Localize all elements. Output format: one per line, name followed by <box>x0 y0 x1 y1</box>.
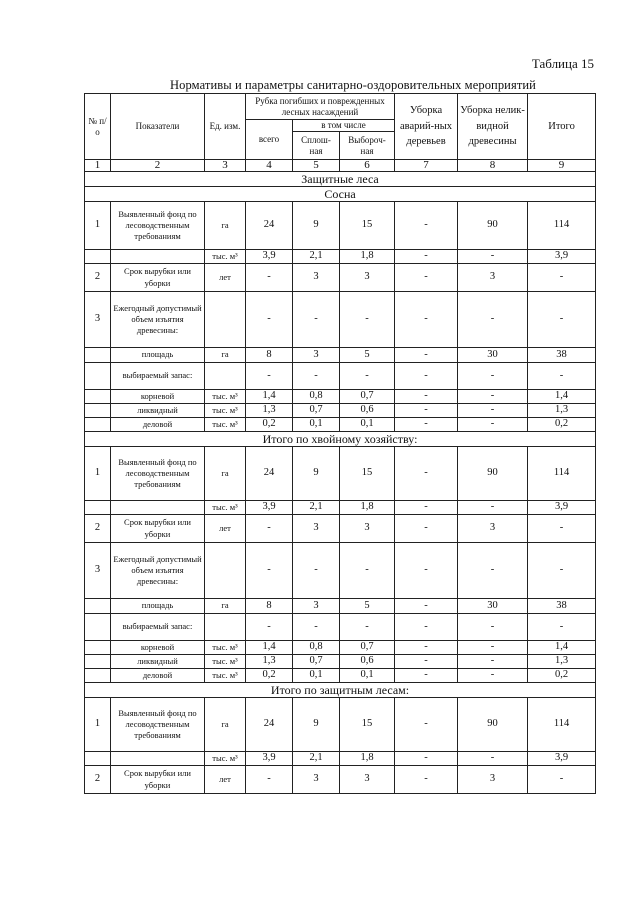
row-value: 0,7 <box>340 641 395 655</box>
row-value: - <box>458 292 528 348</box>
row-value: 0,1 <box>293 418 340 432</box>
row-value: - <box>528 264 596 292</box>
table-row <box>85 264 596 292</box>
row-value: - <box>528 766 596 794</box>
row-value: - <box>293 363 340 390</box>
row-indicator: Ежегодный допустимый объем изъятия древесины: <box>111 292 205 348</box>
row-value: 114 <box>528 202 596 250</box>
row-value: 38 <box>528 348 596 363</box>
row-unit: тыс. м³ <box>205 752 246 766</box>
row-value: 0,1 <box>293 669 340 683</box>
header-emergency: Уборка аварий-ных деревьев <box>395 94 458 160</box>
row-value: - <box>246 363 293 390</box>
row-value: - <box>246 264 293 292</box>
header-including: в том числе <box>293 120 395 132</box>
row-indicator: выбираемый запас: <box>111 363 205 390</box>
row-number: 1 <box>85 202 111 250</box>
row-number <box>85 655 111 669</box>
header-illiquid: Уборка нелик-видной древесины <box>458 94 528 160</box>
row-value: 1,4 <box>246 641 293 655</box>
row-value: - <box>458 363 528 390</box>
row-value: - <box>293 292 340 348</box>
table-row <box>85 404 596 418</box>
row-value: - <box>395 599 458 614</box>
row-value: 9 <box>293 447 340 501</box>
row-value: 0,2 <box>528 418 596 432</box>
row-value: - <box>458 501 528 515</box>
row-value: - <box>340 614 395 641</box>
table-title: Нормативы и параметры санитарно-оздоровительных мероприятий <box>170 78 536 92</box>
row-value: 0,7 <box>340 390 395 404</box>
row-value: - <box>395 614 458 641</box>
row-value: 15 <box>340 202 395 250</box>
table-row <box>85 390 596 404</box>
row-number <box>85 669 111 683</box>
row-value: 15 <box>340 698 395 752</box>
table-row <box>85 698 596 752</box>
row-indicator: корневой <box>111 390 205 404</box>
table-row <box>85 202 596 250</box>
table-row <box>85 348 596 363</box>
row-value: 2,1 <box>293 501 340 515</box>
section-title: Итого по защитным лесам: <box>85 683 596 698</box>
table-row <box>85 501 596 515</box>
colnum: 9 <box>528 160 596 172</box>
row-value: 3,9 <box>246 752 293 766</box>
row-value: 114 <box>528 447 596 501</box>
row-value: - <box>395 390 458 404</box>
row-value: - <box>340 543 395 599</box>
header-felling-group: Рубка погибших и поврежденных лесных насаждений <box>246 94 395 120</box>
row-value: - <box>395 363 458 390</box>
row-value: 9 <box>293 698 340 752</box>
colnum: 6 <box>340 160 395 172</box>
row-value: - <box>293 543 340 599</box>
row-indicator <box>111 752 205 766</box>
header-clear: Сплош-ная <box>293 132 340 160</box>
row-unit <box>205 543 246 599</box>
row-number <box>85 599 111 614</box>
row-value: - <box>246 515 293 543</box>
row-value: - <box>246 766 293 794</box>
row-number <box>85 614 111 641</box>
table-number: Таблица 15 <box>531 56 594 71</box>
row-value: 1,3 <box>528 655 596 669</box>
row-number: 1 <box>85 698 111 752</box>
row-number <box>85 390 111 404</box>
row-value: 114 <box>528 698 596 752</box>
row-unit: тыс. м³ <box>205 250 246 264</box>
colnum: 2 <box>111 160 205 172</box>
row-value: - <box>395 292 458 348</box>
row-value: - <box>395 418 458 432</box>
table-header <box>85 94 596 172</box>
row-value: 90 <box>458 447 528 501</box>
row-value: 24 <box>246 202 293 250</box>
row-value: 8 <box>246 348 293 363</box>
row-value: 90 <box>458 202 528 250</box>
row-value: - <box>395 655 458 669</box>
section-title: Защитные леса <box>85 172 596 187</box>
row-value: 3,9 <box>528 752 596 766</box>
row-value: 3 <box>293 264 340 292</box>
table-row <box>85 447 596 501</box>
row-indicator: Срок вырубки или уборки <box>111 515 205 543</box>
row-unit: тыс. м³ <box>205 404 246 418</box>
row-unit: га <box>205 599 246 614</box>
table-row <box>85 363 596 390</box>
row-value: - <box>395 264 458 292</box>
section-title: Итого по хвойному хозяйству: <box>85 432 596 447</box>
row-value: - <box>395 766 458 794</box>
row-number <box>85 250 111 264</box>
row-value: - <box>458 614 528 641</box>
colnum: 7 <box>395 160 458 172</box>
row-number: 2 <box>85 264 111 292</box>
header-num: № п/о <box>85 94 111 160</box>
colnum: 8 <box>458 160 528 172</box>
row-value: - <box>458 390 528 404</box>
row-value: - <box>528 515 596 543</box>
subsection-title: Сосна <box>85 187 596 202</box>
row-value: - <box>395 202 458 250</box>
row-value: - <box>458 641 528 655</box>
row-value: 3 <box>293 515 340 543</box>
table-row <box>85 292 596 348</box>
row-value: 1,3 <box>528 404 596 418</box>
row-value: 2,1 <box>293 250 340 264</box>
row-value: - <box>246 614 293 641</box>
row-indicator: ликвидный <box>111 655 205 669</box>
row-value: - <box>458 655 528 669</box>
table-row <box>85 752 596 766</box>
row-indicator: Срок вырубки или уборки <box>111 766 205 794</box>
row-unit <box>205 614 246 641</box>
row-unit: лет <box>205 264 246 292</box>
table-row <box>85 543 596 599</box>
row-value: 1,4 <box>246 390 293 404</box>
row-number: 2 <box>85 515 111 543</box>
row-value: 1,8 <box>340 501 395 515</box>
row-value: 3 <box>458 264 528 292</box>
row-value: 3 <box>340 515 395 543</box>
row-value: 3,9 <box>246 501 293 515</box>
row-value: 0,6 <box>340 655 395 669</box>
row-value: 90 <box>458 698 528 752</box>
row-indicator: Срок вырубки или уборки <box>111 264 205 292</box>
sanitary-measures-table <box>84 93 596 794</box>
row-value: - <box>395 348 458 363</box>
row-unit: тыс. м³ <box>205 655 246 669</box>
column-numbers-row <box>85 160 596 172</box>
row-indicator: деловой <box>111 669 205 683</box>
row-value: 2,1 <box>293 752 340 766</box>
section-row <box>85 683 596 698</box>
row-value: 15 <box>340 447 395 501</box>
table-row <box>85 614 596 641</box>
table-row <box>85 599 596 614</box>
colnum: 3 <box>205 160 246 172</box>
row-value: 8 <box>246 599 293 614</box>
row-value: - <box>458 669 528 683</box>
row-number: 1 <box>85 447 111 501</box>
row-unit: га <box>205 698 246 752</box>
row-number <box>85 404 111 418</box>
row-value: 5 <box>340 348 395 363</box>
row-value: 3,9 <box>528 501 596 515</box>
row-unit: лет <box>205 515 246 543</box>
subsection-row <box>85 187 596 202</box>
row-value: 0,1 <box>340 669 395 683</box>
header-total-all: всего <box>246 120 293 160</box>
row-value: - <box>528 292 596 348</box>
row-value: 30 <box>458 599 528 614</box>
row-unit: тыс. м³ <box>205 390 246 404</box>
row-unit: тыс. м³ <box>205 418 246 432</box>
row-value: 9 <box>293 202 340 250</box>
table-row <box>85 418 596 432</box>
row-indicator <box>111 501 205 515</box>
header-indicator: Показатели <box>111 94 205 160</box>
colnum: 4 <box>246 160 293 172</box>
row-value: - <box>458 250 528 264</box>
row-value: 5 <box>340 599 395 614</box>
row-indicator: площадь <box>111 599 205 614</box>
row-value: - <box>246 543 293 599</box>
row-value: - <box>395 501 458 515</box>
row-unit <box>205 363 246 390</box>
row-indicator: выбираемый запас: <box>111 614 205 641</box>
row-value: - <box>395 447 458 501</box>
row-value: - <box>458 543 528 599</box>
row-value: - <box>340 292 395 348</box>
row-value: 3 <box>340 264 395 292</box>
row-indicator: деловой <box>111 418 205 432</box>
table-row <box>85 250 596 264</box>
row-number: 3 <box>85 543 111 599</box>
row-value: - <box>395 543 458 599</box>
row-value: - <box>340 363 395 390</box>
row-number <box>85 501 111 515</box>
row-value: 1,4 <box>528 641 596 655</box>
row-value: 0,7 <box>293 655 340 669</box>
row-value: 38 <box>528 599 596 614</box>
table-row <box>85 669 596 683</box>
row-value: 1,3 <box>246 404 293 418</box>
row-value: 24 <box>246 698 293 752</box>
row-value: - <box>395 641 458 655</box>
row-indicator: Выявленный фонд по лесоводственным требованиям <box>111 698 205 752</box>
table-row <box>85 515 596 543</box>
row-unit: га <box>205 202 246 250</box>
row-indicator: Выявленный фонд по лесоводственным требованиям <box>111 202 205 250</box>
row-number <box>85 418 111 432</box>
row-value: 3,9 <box>246 250 293 264</box>
row-value: - <box>395 515 458 543</box>
header-unit: Ед. изм. <box>205 94 246 160</box>
row-value: 0,8 <box>293 641 340 655</box>
row-number <box>85 348 111 363</box>
colnum: 1 <box>85 160 111 172</box>
row-unit: га <box>205 348 246 363</box>
row-value: 0,2 <box>246 418 293 432</box>
row-value: 3 <box>293 348 340 363</box>
row-value: 3 <box>293 599 340 614</box>
row-value: - <box>395 752 458 766</box>
table-row <box>85 766 596 794</box>
row-value: 1,3 <box>246 655 293 669</box>
row-unit: тыс. м³ <box>205 669 246 683</box>
row-value: - <box>246 292 293 348</box>
row-value: 0,7 <box>293 404 340 418</box>
row-value: 0,8 <box>293 390 340 404</box>
row-value: 30 <box>458 348 528 363</box>
table-body <box>85 172 596 794</box>
row-value: 0,2 <box>246 669 293 683</box>
row-number: 2 <box>85 766 111 794</box>
row-number <box>85 641 111 655</box>
row-indicator: ликвидный <box>111 404 205 418</box>
row-value: 1,4 <box>528 390 596 404</box>
row-value: 3 <box>458 515 528 543</box>
row-value: - <box>395 250 458 264</box>
row-value: 3 <box>458 766 528 794</box>
row-value: 1,8 <box>340 250 395 264</box>
row-indicator: корневой <box>111 641 205 655</box>
row-value: - <box>528 614 596 641</box>
row-unit <box>205 292 246 348</box>
row-value: - <box>458 752 528 766</box>
row-indicator <box>111 250 205 264</box>
row-unit: тыс. м³ <box>205 501 246 515</box>
row-value: 3 <box>340 766 395 794</box>
row-indicator: Ежегодный допустимый объем изъятия древесины: <box>111 543 205 599</box>
row-value: 1,8 <box>340 752 395 766</box>
row-number: 3 <box>85 292 111 348</box>
row-unit: га <box>205 447 246 501</box>
section-row <box>85 432 596 447</box>
row-indicator: площадь <box>111 348 205 363</box>
row-value: 3,9 <box>528 250 596 264</box>
row-value: - <box>395 669 458 683</box>
row-number <box>85 363 111 390</box>
row-value: - <box>458 404 528 418</box>
row-value: 0,1 <box>340 418 395 432</box>
row-value: 24 <box>246 447 293 501</box>
row-value: 0,2 <box>528 669 596 683</box>
colnum: 5 <box>293 160 340 172</box>
row-indicator: Выявленный фонд по лесоводственным требованиям <box>111 447 205 501</box>
row-value: 3 <box>293 766 340 794</box>
table-row <box>85 655 596 669</box>
row-value: - <box>395 698 458 752</box>
row-value: - <box>395 404 458 418</box>
row-value: - <box>458 418 528 432</box>
row-unit: тыс. м³ <box>205 641 246 655</box>
row-value: 0,6 <box>340 404 395 418</box>
header-total: Итого <box>528 94 596 160</box>
row-unit: лет <box>205 766 246 794</box>
row-value: - <box>293 614 340 641</box>
row-value: - <box>528 363 596 390</box>
header-selective: Выбороч-ная <box>340 132 395 160</box>
row-value: - <box>528 543 596 599</box>
row-number <box>85 752 111 766</box>
section-row <box>85 172 596 187</box>
table-row <box>85 641 596 655</box>
